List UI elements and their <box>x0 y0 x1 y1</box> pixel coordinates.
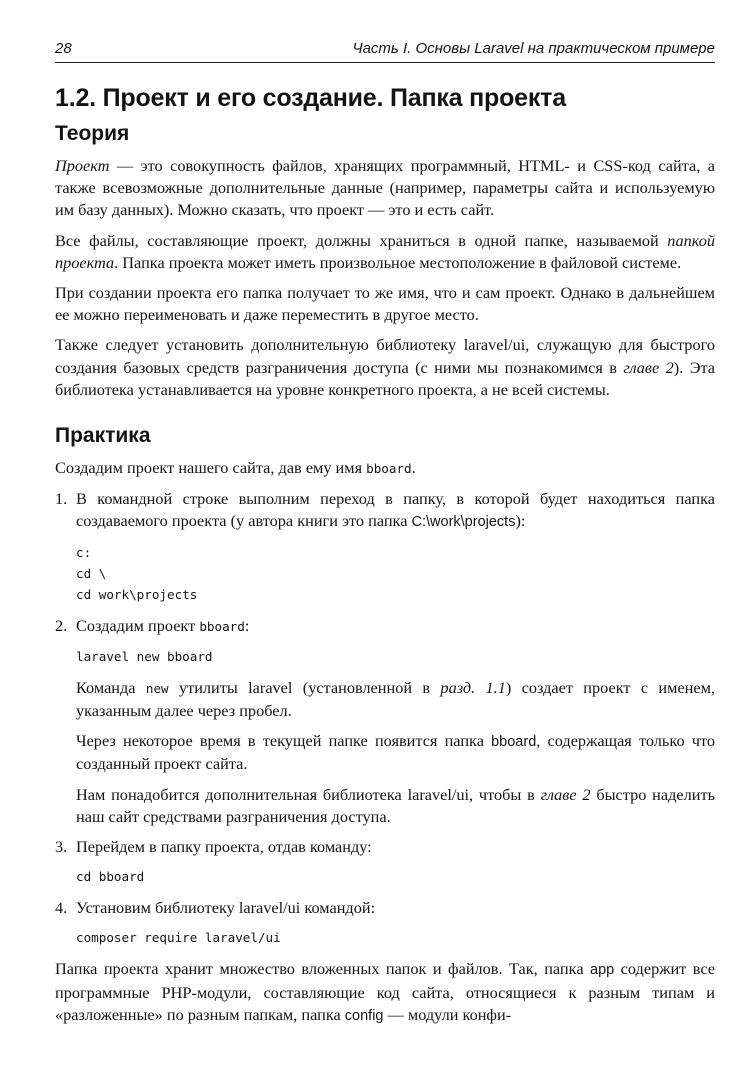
code-block: cd bboard <box>76 869 145 885</box>
theory-paragraph-2: Все файлы, составляющие проект, должны храниться в одной папке, называемой папкой проекта. Папка проекта может иметь произвольное местоположение в файловой системе. <box>55 230 715 272</box>
term-project: Проект <box>55 156 110 175</box>
theory-paragraph-1: Проект — это совокупность файлов, хранящих программный, HTML- и CSS-код сайта, а также всевозможные дополнительные данные (например, параметры сайта и используемую им базу данных). Можно сказать, что проект — это и есть сайт. <box>55 156 715 220</box>
code-block: composer require laravel/ui <box>76 930 281 946</box>
step-1 <box>55 488 715 604</box>
theory-heading: Теория <box>55 122 130 145</box>
section-reference: разд. 1.1 <box>440 677 506 697</box>
step-2-note-3: Нам понадобится дополнительная библиотека laravel/ui, чтобы в главе 2 быстро наделить наш сайт средствами разграничения доступа. <box>76 784 716 826</box>
section-title: 1.2. Проект и его создание. Папка проекта <box>55 84 566 112</box>
chapter-reference: главе 2 <box>623 357 674 377</box>
practice-intro: Создадим проект нашего сайта, дав ему имя bboard. <box>55 458 416 478</box>
step-2-note-1: Команда new утилиты laravel (установленной в разд. 1.1) создает проект с именем, указанным далее через пробел. <box>76 677 715 721</box>
folder-name: app <box>590 962 615 979</box>
folder-name: bboard <box>491 734 537 751</box>
step-3 <box>55 836 715 887</box>
folder-path: C:\work\projects <box>411 514 516 531</box>
inline-code: bboard <box>199 618 245 634</box>
step-text: В командной строке выполним переход в папку, в которой будет находиться папка создаваемого проекта (у автора книги это папка C:\work\projects): <box>76 489 715 531</box>
running-header <box>55 40 715 63</box>
term-project-folder: папкой проекта <box>55 230 715 272</box>
closing-paragraph: Папка проекта хранит множество вложенных папок и файлов. Так, папка app содержит все программные PHP-модули, составляющие код сайта, относящиеся к разным типам и «разложенные» по разным папкам, папка config — модули конфи- <box>55 959 715 1024</box>
step-number: 1. <box>55 489 68 509</box>
steps-list <box>55 488 715 948</box>
step-number: 2. <box>55 615 68 635</box>
step-text: Установим библиотеку laravel/ui командой: <box>76 898 376 918</box>
running-title: Часть I. Основы Laravel на практическом примере <box>352 40 715 57</box>
inline-code: bboard <box>366 461 412 477</box>
practice-heading: Практика <box>55 424 151 448</box>
inline-code: new <box>145 680 169 696</box>
theory-paragraph-4: Также следует установить дополнительную библиотеку laravel/ui, служащую для быстрого создания базовых средств разграничения доступа (с ними мы познакомимся в главе 2). Эта библиотека устанавливается на уровне конкретного проекта, а не всей системы. <box>55 335 715 399</box>
step-text: Перейдем в папку проекта, отдав команду: <box>76 837 372 857</box>
theory-paragraph-3: При создании проекта его папка получает то же имя, что и сам проект. Однако в дальнейшем ее можно переименовать и даже переместить в другое место. <box>55 283 715 325</box>
page-number: 28 <box>55 40 72 57</box>
step-text: Создадим проект bboard: <box>76 615 250 635</box>
step-number: 3. <box>55 837 68 857</box>
step-2-note-2: Через некоторое время в текущей папке появится папка bboard, содержащая только что созданный проект сайта. <box>76 731 715 774</box>
chapter-reference: главе 2 <box>540 784 591 804</box>
code-block: laravel new bboard <box>76 648 213 664</box>
folder-name: config <box>344 1007 384 1024</box>
step-2 <box>55 615 715 828</box>
book-page <box>55 40 715 1035</box>
step-number: 4. <box>55 898 68 918</box>
code-block: c: cd \ cd work\projects <box>76 544 198 602</box>
step-4 <box>55 897 715 948</box>
